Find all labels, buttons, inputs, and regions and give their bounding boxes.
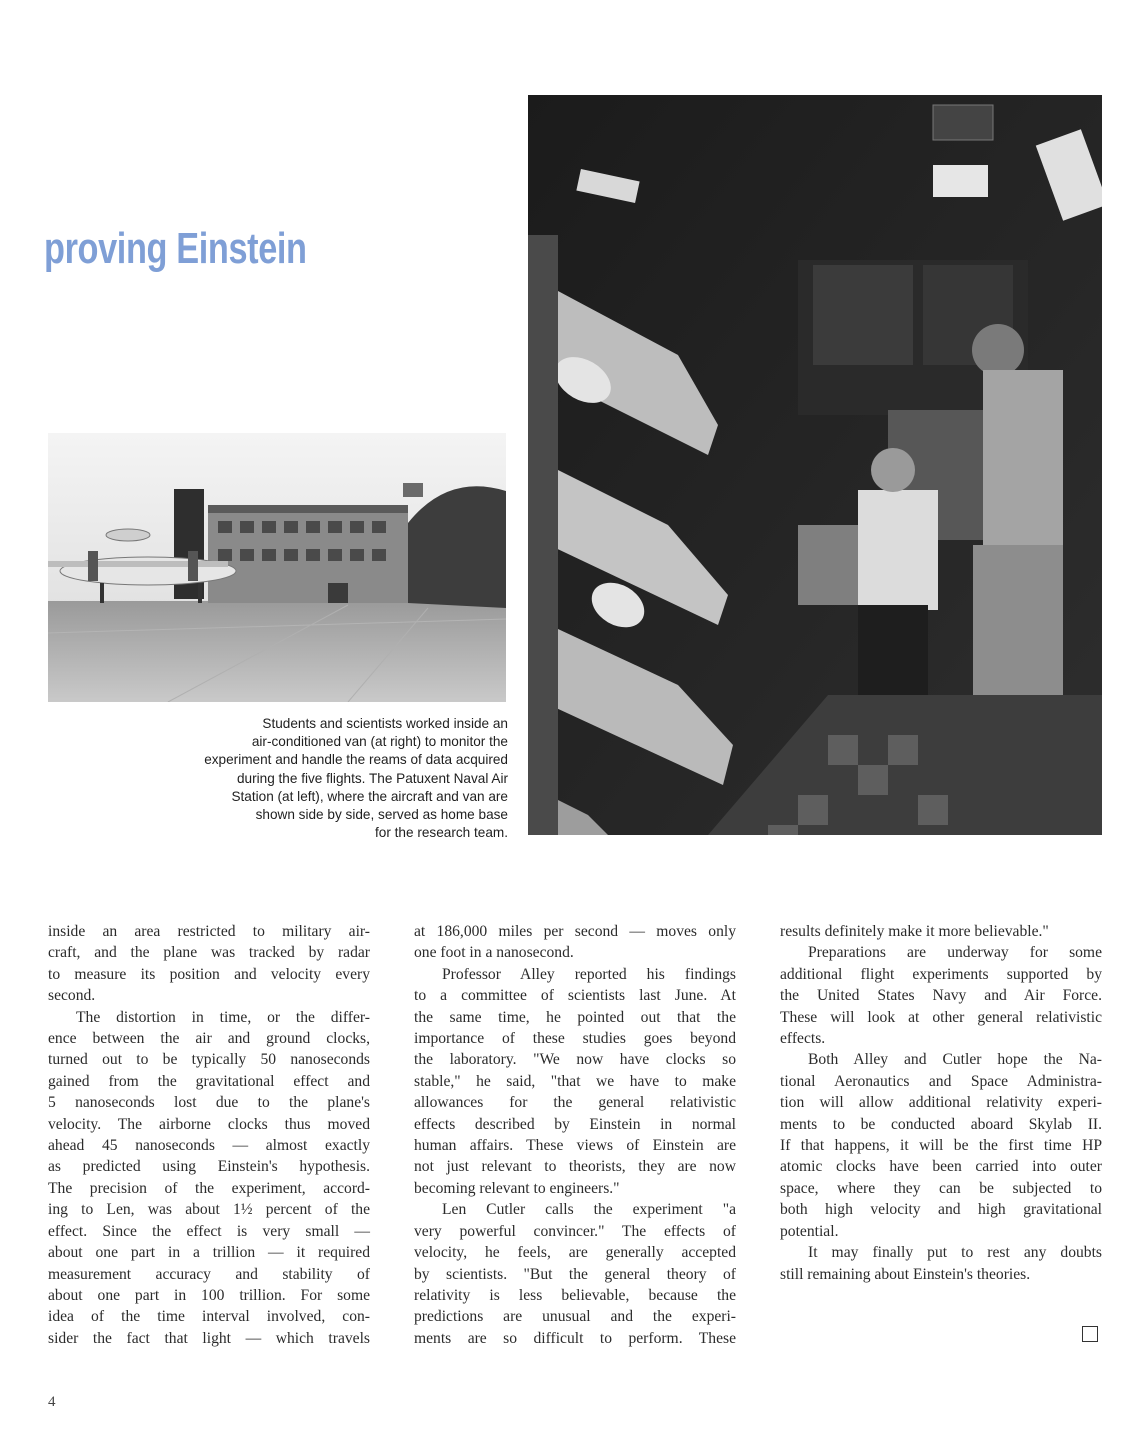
body-line: at 186,000 miles per second — moves only xyxy=(414,923,736,940)
body-line: one foot in a nanosecond. xyxy=(414,944,574,962)
body-line: The precision of the experiment, accord- xyxy=(48,1179,370,1197)
caption-line: for the research team. xyxy=(375,825,508,841)
text-column-2 xyxy=(414,921,736,1349)
text-column-1 xyxy=(48,921,370,1349)
caption-line: during the five flights. The Patuxent Naval Air xyxy=(236,770,508,786)
caption-line: Station (at left), where the aircraft and van are xyxy=(231,788,508,804)
body-line: to measure its position and velocity every xyxy=(48,965,370,983)
body-line: If that happens, it will be the first time HP xyxy=(780,1137,1102,1155)
body-line: Professor Alley reported his findings xyxy=(442,965,736,983)
body-line: importance of these studies goes beyond xyxy=(414,1030,736,1048)
body-line: effects. xyxy=(780,1030,826,1048)
body-line: Len Cutler calls the experiment "a xyxy=(442,1201,736,1219)
body-line: ahead 45 nanoseconds — almost exactly xyxy=(48,1137,370,1155)
airfield-photo xyxy=(48,433,506,702)
body-line: effects described by Einstein in normal xyxy=(414,1115,736,1133)
body-line: velocity. The airborne clocks thus moved xyxy=(48,1115,370,1133)
body-line: by scientists. "But the general theory of xyxy=(414,1265,736,1283)
body-line: still remaining about Einstein's theories. xyxy=(780,1265,1031,1283)
body-line: It may finally put to rest any doubts xyxy=(808,1244,1102,1262)
body-line: potential. xyxy=(780,1222,839,1240)
body-line: the United States Navy and Air Force. xyxy=(780,987,1102,1005)
body-line: becoming relevant to engineers." xyxy=(414,1179,620,1197)
body-line: ments to be conducted aboard Skylab II. xyxy=(780,1115,1102,1133)
van-interior-photo xyxy=(528,95,1102,835)
body-line: 5 nanoseconds lost due to the plane's xyxy=(48,1094,370,1112)
caption-line: air-conditioned van (at right) to monitor the xyxy=(251,734,508,750)
body-line: These will look at other general relativistic xyxy=(780,1008,1102,1026)
body-line: inside an area restricted to military air- xyxy=(48,923,370,940)
body-line: atomic clocks have been carried into outer xyxy=(780,1158,1102,1176)
body-line: relativity is less believable, because the xyxy=(414,1286,736,1304)
body-line: not just relevant to theorists, they are now xyxy=(414,1158,736,1176)
body-line: velocity, he feels, are generally accepted xyxy=(414,1244,736,1262)
caption-line: Students and scientists worked inside an xyxy=(262,716,508,731)
body-line: the same time, he pointed out that the xyxy=(414,1008,736,1026)
photo-caption xyxy=(120,715,508,842)
body-line: craft, and the plane was tracked by radar xyxy=(48,944,370,962)
body-line: Both Alley and Cutler hope the Na- xyxy=(808,1051,1102,1069)
body-line: second. xyxy=(48,987,96,1005)
body-line: predictions are unusual and the experi- xyxy=(414,1308,736,1326)
body-line: to a committee of scientists last June. At xyxy=(414,987,736,1005)
end-of-article-mark xyxy=(1082,1326,1098,1342)
body-line: tion will allow additional relativity experi- xyxy=(780,1094,1102,1112)
body-line: results definitely make it more believable." xyxy=(780,923,1049,940)
page-number: 4 xyxy=(48,1394,56,1410)
body-line: about one part in 100 trillion. For some xyxy=(48,1286,370,1304)
body-line: additional flight experiments supported by xyxy=(780,965,1102,983)
body-line: Preparations are underway for some xyxy=(808,944,1102,962)
body-line: tional Aeronautics and Space Administra- xyxy=(780,1072,1102,1090)
body-line: ence between the air and ground clocks, xyxy=(48,1030,370,1048)
body-line: turned out to be typically 50 nanoseconds xyxy=(48,1051,370,1069)
body-line: gained from the gravitational effect and xyxy=(48,1072,370,1090)
body-line: the laboratory. "We now have clocks so xyxy=(414,1051,736,1069)
body-line: stable," he said, "that we have to make xyxy=(414,1072,736,1090)
body-line: about one part in a trillion — it required xyxy=(48,1244,370,1262)
body-line: ing to Len, was about 1½ percent of the xyxy=(48,1201,370,1219)
body-line: very powerful convincer." The effects of xyxy=(414,1222,736,1240)
body-line: measurement accuracy and stability of xyxy=(48,1265,370,1283)
body-line: allowances for the general relativistic xyxy=(414,1094,736,1112)
caption-line: shown side by side, served as home base xyxy=(255,807,508,823)
text-column-3 xyxy=(780,921,1102,1285)
body-line: effect. Since the effect is very small — xyxy=(48,1222,370,1240)
body-line: The distortion in time, or the differ- xyxy=(76,1008,370,1026)
body-line: sider the fact that light — which travels xyxy=(48,1329,370,1347)
article-title: proving Einstein xyxy=(44,224,307,273)
body-line: idea of the time interval involved, con- xyxy=(48,1308,370,1326)
body-line: space, where they can be subjected to xyxy=(780,1179,1102,1197)
body-line: as predicted using Einstein's hypothesis. xyxy=(48,1158,370,1176)
caption-line: experiment and handle the reams of data acquired xyxy=(204,752,508,768)
body-line: ments are so difficult to perform. These xyxy=(414,1329,736,1347)
body-line: both high velocity and high gravitational xyxy=(780,1201,1102,1219)
body-line: human affairs. These views of Einstein are xyxy=(414,1137,736,1155)
